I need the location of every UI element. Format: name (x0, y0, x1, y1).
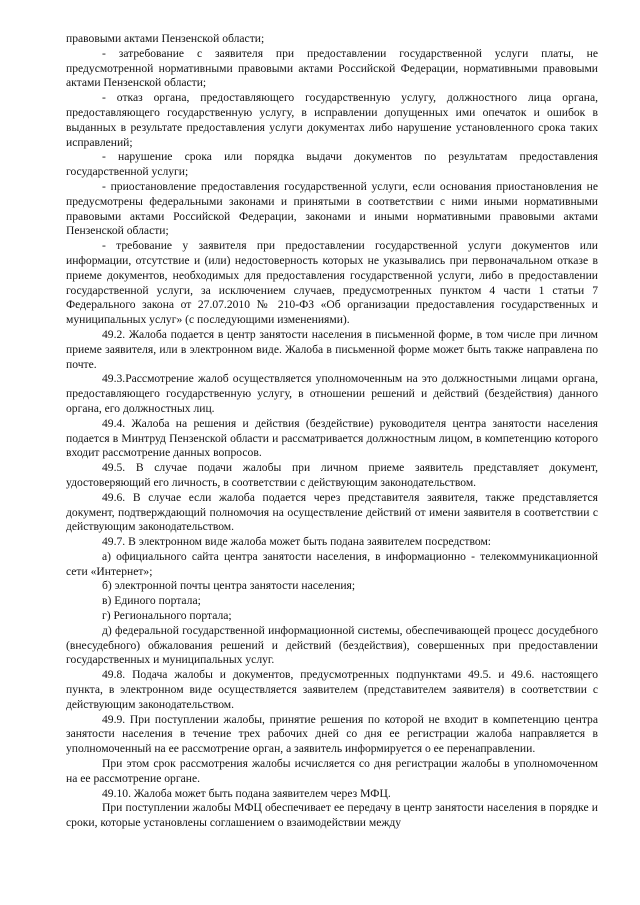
subitem-g: г) Регионального портала; (102, 609, 232, 623)
clause-49-4: 49.4. Жалоба на решения и действия (бездействие) руководителя центра занятости населения подается в Минтруд Пензенской области и рассматривается должностным лицом, в компетенцию которого входит рассмотрение данных вопросов. (66, 416, 598, 460)
list-item-document-demand: - требование у заявителя при предоставлении государственной услуги документов или информации, отсутствие и (или) недостоверность которых не указывались при первоначальном отказе в приеме документов, необходимых для предоставления государственной услуги, либо в предоставлении государственной услуги, за исключением случаев, предусмотренных пунктом 4 части 1 статьи 7 Федерального закона от 27.07.2010 № 210-ФЗ «Об организации предоставления государственных и муниципальных услуг» (с последующими изменениями). (66, 239, 598, 327)
paragraph-continuation: правовыми актами Пензенской области; (66, 32, 265, 45)
subitem-a: а) официального сайта центра занятости населения, в информационно - телекоммуникационной сети «Интернет»; (66, 549, 598, 578)
clause-49-8: 49.8. Подача жалобы и документов, предусмотренных подпунктами 49.5. и 49.6. настоящего пункта, в электронном виде осуществляется заявителем (представителем заявителя) в соответствии с действующим законодательством. (66, 668, 598, 711)
subitem-d: д) федеральной государственной информационной системы, обеспечивающей процесс досудебного (внесудебного) обжалования решений и действий (бездействия), совершенных при предоставлении государственных и муниципальных услуг. (66, 623, 598, 667)
clause-49-2: 49.2. Жалоба подается в центр занятости населения в письменной форме, в том числе при личном приеме заявителя, или в электронном виде. Жалоба в письменной форме может быть также направлена по почте. (66, 327, 598, 371)
clause-49-6: 49.6. В случае если жалоба подается через представителя заявителя, также представляется документ, подтверждающий полномочия на осуществление действий от имени заявителя в соответствии с действующим законодательством. (66, 490, 598, 534)
clause-49-10: 49.10. Жалоба может быть подана заявителем через МФЦ. (102, 786, 391, 800)
list-item-fee-demand: - затребование с заявителя при предоставлении государственной услуги платы, не предусмотренной нормативными правовыми актами Российской Федерации, нормативными правовыми актами Пензенской области; (66, 46, 598, 90)
document-page (66, 32, 598, 831)
clause-49-7: 49.7. В электронном виде жалоба может быть подана заявителем посредством: (102, 535, 492, 549)
subitem-b: б) электронной почты центра занятости населения; (102, 579, 356, 593)
list-item-issuance-violation: - нарушение срока или порядка выдачи документов по результатам предоставления государственной услуги; (66, 150, 598, 179)
clause-49-9: 49.9. При поступлении жалобы, принятие решения по которой не входит в компетенцию центра занятости населения в течение трех рабочих дней со дня ее регистрации жалоба направляется в уполномоченный на ее рассмотрение орган, а заявитель информируется о ее перенаправлении. (66, 712, 598, 756)
clause-49-5: 49.5. В случае подачи жалобы при личном приеме заявитель представляет документ, удостоверяющий его личность, в соответствии с действующим законодательством. (66, 461, 598, 489)
list-item-correction-refusal: - отказ органа, предоставляющего государственную услугу, должностного лица органа, предоставляющего государственную услугу, в исправлении допущенных ими опечаток и ошибок в выданных в результате предоставления услуги документах либо нарушение установленного срока таких исправлений; (66, 91, 598, 149)
clause-49-9-note: При этом срок рассмотрения жалобы исчисляется со дня регистрации жалобы в уполномоченном на ее рассмотрение органе. (66, 757, 598, 785)
subitem-v: в) Единого портала; (102, 594, 201, 608)
clause-49-3: 49.3.Рассмотрение жалоб осуществляется уполномоченным на это должностными лицами органа, предоставляющего государственную услугу, в отношении решений и действий (бездействия) данного органа, его должностных лиц. (66, 372, 598, 415)
list-item-suspension: - приостановление предоставления государственной услуги, если основания приостановления не предусмотрены федеральными законами и принятыми в соответствии с ними иными нормативными правовыми актами Российской Федерации, законами и иными нормативными правовыми актами Пензенской области; (66, 179, 598, 238)
clause-49-10-continuation: При поступлении жалобы МФЦ обеспечивает ее передачу в центр занятости населения в порядке и сроки, которые установлены соглашением о взаимодействии между (66, 801, 598, 830)
